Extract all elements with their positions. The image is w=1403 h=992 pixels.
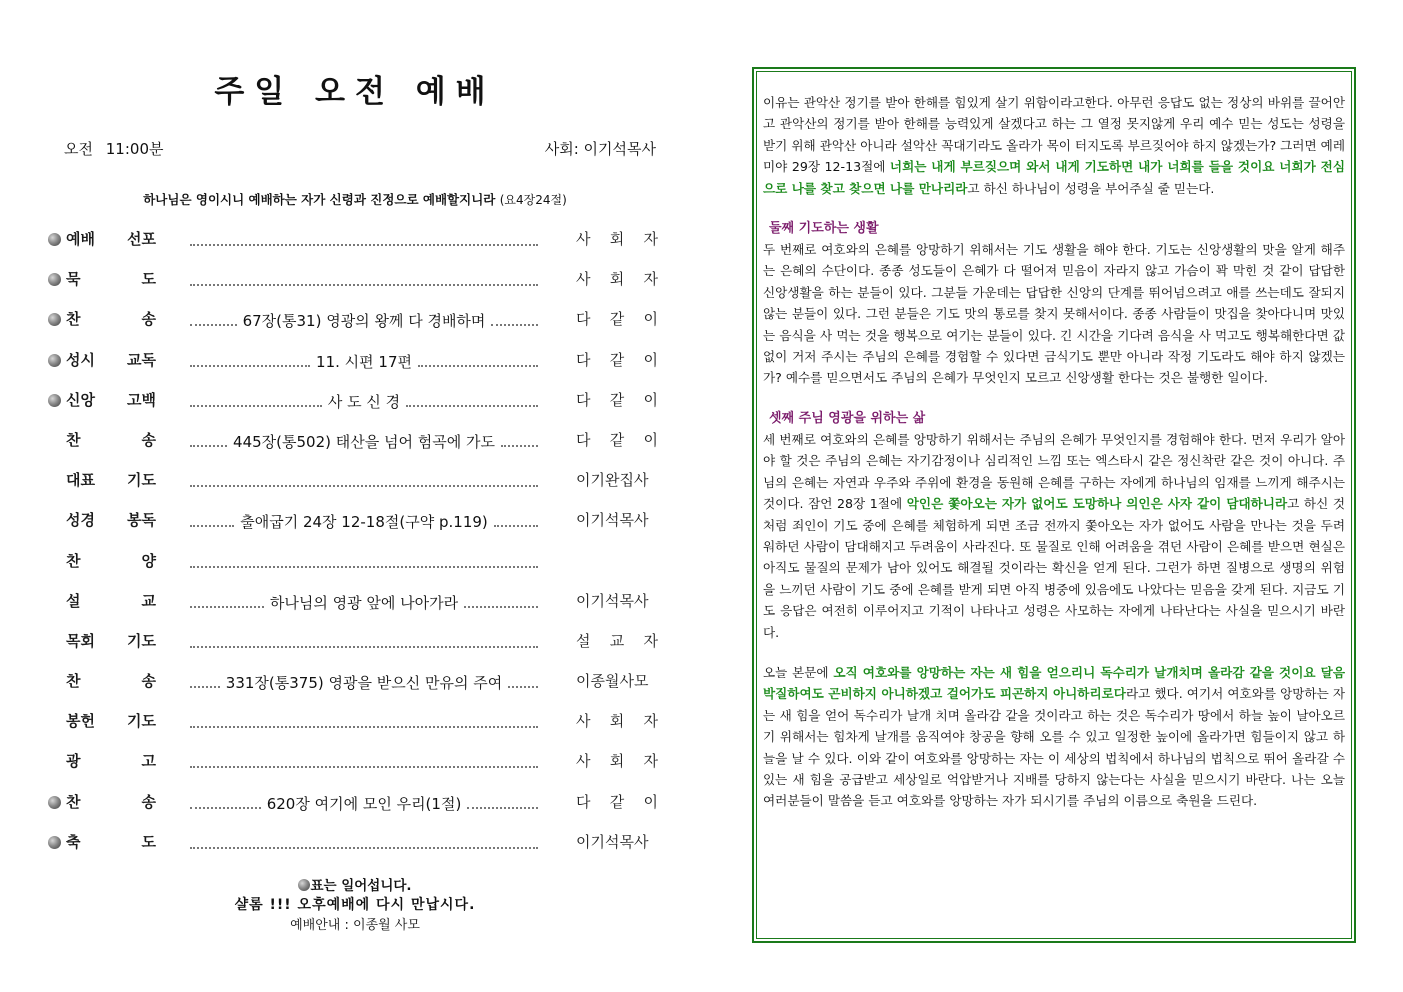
service-item: [40, 782, 670, 822]
leader-char: 설: [576, 631, 591, 650]
item-leader: [576, 630, 658, 651]
host-name: 이기석목사: [583, 140, 656, 158]
leader-char: 이: [643, 350, 658, 369]
text-span: 세 번째로 여호와의 은혜를 앙망하기 위해서는 주님의 은혜가 무엇인지를 경험해야 한다. 먼저 우리가 알아야 할 것은 주님의 은혜는 자기감정이나 심리적인 느낌 또는 엑스타시 같은 정신착란 같은 것이 아니다. 주님의 은혜는 자연과 우주와 주위에 환경을 동원해 은혜를 구하는 자에게 하나님의 임재를 느끼게 해주시는 것이다. 잠언 28장 1절에: [763, 431, 1345, 512]
dot-leader: [190, 270, 538, 286]
item-name: [66, 750, 156, 771]
service-item: [40, 701, 670, 741]
item-name-part: 성경: [66, 511, 95, 530]
dot-leader: [406, 391, 538, 407]
service-item: [40, 741, 670, 781]
stand-bullet-icon: [48, 354, 61, 367]
leader-char: 다: [576, 310, 591, 329]
item-leader-line: [186, 712, 542, 734]
item-name: [66, 268, 156, 289]
leader-char: 자: [643, 752, 658, 771]
item-name: [66, 710, 156, 731]
service-item: [40, 259, 670, 299]
item-name: [66, 791, 156, 812]
leader-char: 다: [576, 430, 591, 449]
item-leader: [576, 750, 658, 771]
item-leader: [576, 831, 658, 852]
stand-bullet-icon: [48, 394, 61, 407]
dot-leader: [494, 511, 538, 527]
section-heading-2: 둘째 기도하는 생활: [769, 221, 879, 237]
service-item: [40, 420, 670, 460]
leader-char: 회: [609, 752, 625, 771]
dot-leader: [190, 672, 220, 688]
scripture-quote: 오직 여호와를 앙망하는 자는 새 힘을 얻으리니 독수리가 날개치며 올라감 같을 것이요 달음박질하여도 곤비하지 아니하겠고 걸어가도 피곤하지 아니하리로다: [763, 664, 1345, 702]
item-leader-line: [186, 511, 542, 533]
service-host: [545, 138, 656, 159]
leader-char: 회: [609, 230, 625, 248]
item-leader-line: [186, 793, 542, 815]
dot-leader: [190, 230, 538, 246]
item-name-part: 찬: [66, 310, 81, 329]
item-leader: [576, 429, 658, 450]
theme-verse: [40, 190, 670, 208]
sermon-box: [752, 67, 1356, 943]
leader-char: 이: [643, 310, 658, 329]
item-leader: [576, 670, 658, 691]
item-name-part: 기도: [127, 471, 156, 490]
item-leader: [576, 469, 658, 490]
dot-leader: [467, 793, 538, 809]
item-name: [66, 509, 156, 530]
dot-leader: [464, 592, 538, 608]
leader-char: 다: [576, 390, 591, 409]
dot-leader: [190, 351, 310, 367]
service-item: [40, 460, 670, 500]
item-content: 출애굽기 24장 12-18절(구약 p.119): [240, 513, 488, 532]
item-name: [66, 308, 156, 329]
item-content: 11. 시편 17편: [316, 352, 412, 371]
dot-leader: [190, 391, 322, 407]
item-name-part: 도: [141, 832, 156, 851]
item-name-part: 기도: [127, 712, 156, 731]
service-item: [40, 380, 670, 420]
item-name-part: 송: [141, 430, 156, 449]
item-leader: [576, 590, 658, 611]
verse-reference: (요4장24절): [499, 193, 567, 207]
leader-name: 이종월사모: [576, 672, 649, 691]
dot-leader: [190, 431, 227, 447]
leader-char: 같: [609, 792, 625, 811]
section-heading-3: 셋째 주님 영광을 위하는 삶: [769, 410, 926, 426]
dot-leader: [190, 752, 538, 768]
leader-char: 사: [576, 712, 591, 731]
item-leader-line: [186, 552, 542, 574]
item-leader-line: [186, 391, 542, 413]
item-name: [66, 630, 156, 651]
dot-leader: [508, 672, 538, 688]
leader-char: 이: [643, 792, 658, 811]
item-name-part: 목회: [66, 631, 95, 650]
item-leader-line: [186, 270, 542, 292]
service-item: [40, 581, 670, 621]
verse-text: 하나님은 영이시니 예배하는 자가 신령과 진정으로 예배할지니라: [143, 192, 496, 207]
service-item: [40, 219, 670, 259]
leader-char: 자: [643, 230, 658, 248]
leader-name: 이기석목사: [576, 511, 649, 530]
item-leader-line: [186, 752, 542, 774]
item-name-part: 도: [141, 270, 156, 289]
item-name-part: 광: [66, 752, 81, 771]
item-leader: [576, 268, 658, 289]
leader-char: 같: [609, 310, 625, 329]
item-content: 하나님의 영광 앞에 나아가라: [269, 593, 459, 612]
host-label: 사회:: [544, 140, 579, 158]
sermon-body: [756, 71, 1352, 939]
item-name-part: 송: [141, 310, 156, 329]
leader-char: 회: [609, 270, 625, 289]
item-name: [66, 469, 156, 490]
item-name-part: 예배: [66, 230, 95, 248]
item-leader: [576, 308, 658, 329]
item-leader-line: [186, 632, 542, 654]
dot-leader: [190, 833, 538, 849]
stand-bullet-icon: [48, 836, 61, 849]
item-name-part: 선포: [127, 230, 156, 248]
item-leader-line: [186, 471, 542, 493]
text-span: 고 하신 것처럼 죄인이 기도 중에 은혜를 체험하게 되면 조금 전까지 쫓아오는 자가 없어도 사람을 만나는 것을 두려워하던 사람이 담대해지고 두려움이 사라진다. 또 물질로 인해 어려움을 겪던 사람이 은혜를 받으면 현실은 아직도 물질의 문제가 남아 있어도 해결될 것이라는 확신을 얻게 된다. 그런가 하면 질병으로 생명의 위험을 느끼던 사람이 기도 중에 은혜를 받게 되면 아직 병중에 있음에도 나았다는 믿음을 갖게 된다. 지금도 기도 응답은 여전히 이루어지고 기적이 나타나고 성령은 사모하는 자에게 나타난다는 사실을 믿으시기 바란다.: [763, 496, 1345, 640]
item-name-part: 기도: [127, 631, 156, 650]
time-value: 11:00분: [105, 140, 164, 158]
item-content: 67장(통31) 영광의 왕께 다 경배하며: [242, 312, 486, 331]
item-leader-line: [186, 833, 542, 855]
service-item: [40, 500, 670, 540]
leader-char: 이: [643, 390, 658, 409]
dot-leader: [501, 431, 538, 447]
item-leader: [576, 509, 658, 530]
stand-notice-text: 표는 일어섭니다.: [310, 878, 412, 894]
leader-char: 사: [576, 270, 591, 289]
service-item: [40, 621, 670, 661]
item-name-part: 대표: [66, 471, 95, 490]
sermon-paragraph-1: [763, 92, 1345, 199]
item-name-part: 묵: [66, 270, 81, 289]
leader-char: 같: [609, 390, 625, 409]
item-name: [66, 389, 156, 410]
sermon-paragraph-2: 두 번째로 여호와의 은혜를 앙망하기 위해서는 기도 생활을 해야 한다. 기도는 신앙생활의 맛을 알게 해주는 은혜의 수단이다. 종종 성도들이 은혜가 다 떨어져 믿음이 자라지 않고 가슴이 꽉 막힌 것 같이 답답한 신앙생활을 하는 분들이 있다. 그분들 가운데는 답답한 신앙의 단계를 뛰어넘으려고 애를 쓰는데도 잘되지 않는 분들이 있다. 그런 분들은 기도 맛의 통로를 찾지 못해서이다. 종종 사람들이 맛집을 찾아다니며 맛있는 음식을 사 먹는 것을 행복으로 여기는 분들이 있다. 긴 시간을 기다려 음식을 사 먹고도 행복해한다면 값없이 거저 주시는 주님의 은혜를 경험할 수 있다면 금식기도 뿐만 아니라 작정 기도라도 해야 하지 않겠는가? 예수를 믿으면서도 주님의 은혜가 무엇인지 모르고 신앙생활 한다는 것은 불행한 일이다.: [763, 242, 1345, 386]
item-name: [66, 550, 156, 571]
item-name: [66, 670, 156, 691]
item-leader-line: [186, 310, 542, 332]
leader-char: 자: [643, 712, 658, 731]
text-span: 이유는 관악산 정기를 받아 한해를 힘있게 살기 위함이라고한다. 아무런 응답도 없는 정상의 바위를 끌어안고 관악산의 정기를 받아 한해를 능력있게 살겠다고 하는 그 열정 못지않게 우리 예수 믿는 성도는 성령을 받기 위해 관악산 아니라 설악산 꼭대기라도 올라가 목이 터지도록 부르짖어야 하지 않겠는가? 그러면 예레미야 29장 12-13절에: [763, 95, 1345, 175]
item-name-part: 고백: [127, 390, 156, 409]
item-name-part: 봉독: [127, 511, 156, 530]
stand-bullet-icon: [48, 233, 61, 246]
leader-char: 사: [576, 230, 591, 248]
leader-char: 같: [609, 350, 625, 369]
leader-name: 이기완집사: [576, 471, 649, 490]
leader-char: 회: [609, 712, 625, 731]
item-leader-line: [186, 672, 542, 694]
text-span: 오늘 본문에: [763, 664, 834, 680]
dot-leader: [190, 793, 261, 809]
text-span: 라고 했다. 여기서 여호와를 앙망하는 자는 새 힘을 얻어 독수리가 날개 치며 올라감 같을 것이라고 하는 것은 독수리가 땅에서 하늘 높이 날아오르기 위해서는 힘차게 날개를 움직여야 창공을 향해 오를 수 있고 일정한 높이에 올라가면 힘들이지 않고 하늘을 날 수 있다. 이와 같이 여호와를 앙망하는 자는 이 세상의 법칙에서 하나님의 법칙으로 뛰어 올라갈 수 있는 새 힘을 공급받고 세상일로 억압받거나 지배를 당하지 않는다는 사실을 믿으시기 바란다. 나는 오늘 여러분들이 말씀을 듣고 여호와를 앙망하는 자가 되시기를 주님의 이름으로 축원을 드린다.: [763, 686, 1346, 809]
dot-leader: [190, 552, 538, 568]
item-name-part: 설: [66, 591, 81, 610]
scripture-quote: 악인은 쫓아오는 자가 없어도 도망하나 의인은 사자 같이 담대하니라: [906, 496, 1288, 512]
item-leader: [576, 791, 658, 812]
item-leader: [576, 228, 658, 249]
dot-leader: [190, 310, 237, 326]
leader-char: 다: [576, 792, 591, 811]
item-name-part: 성시: [66, 350, 95, 369]
item-content: 620장 여기에 모인 우리(1절): [266, 794, 462, 813]
dot-leader: [190, 471, 538, 487]
text-span: 고 하신 하나님이 성령을 부어주실 줄 믿는다.: [967, 180, 1215, 196]
item-name-part: 찬: [66, 430, 81, 449]
leader-char: 자: [643, 631, 658, 650]
dot-leader: [190, 632, 538, 648]
dot-leader: [190, 511, 234, 527]
stand-bullet-icon: [48, 313, 61, 326]
service-item: [40, 340, 670, 380]
item-name-part: 고: [141, 752, 156, 771]
item-name: [66, 831, 156, 852]
service-item: [40, 822, 670, 862]
item-leader-line: [186, 431, 542, 453]
item-name: [66, 349, 156, 370]
item-name: [66, 590, 156, 611]
stand-bullet-icon: [298, 879, 310, 891]
item-leader-line: [186, 230, 542, 252]
item-name-part: 찬: [66, 672, 81, 691]
page-title: 주일 오전 예배: [214, 74, 496, 110]
service-item: [40, 541, 670, 581]
service-item: [40, 661, 670, 701]
item-name-part: 신앙: [66, 390, 95, 409]
item-name-part: 축: [66, 832, 81, 851]
leader-name: 이기석목사: [576, 591, 649, 610]
sermon-paragraph-4: [763, 662, 1345, 812]
service-item: [40, 299, 670, 339]
item-leader: [576, 389, 658, 410]
scripture-quote: 너희는 내게 부르짖으며 와서 내게 기도하면 내가 너희를 들을 것이요 너희가 전심으로 나를 찾고 찾으면 나를 만나리라: [763, 159, 1345, 196]
item-content: 사 도 신 경: [327, 392, 401, 411]
item-name-part: 봉헌: [66, 712, 95, 731]
leader-char: 자: [643, 270, 658, 289]
item-leader: [576, 710, 658, 731]
leader-char: 다: [576, 350, 591, 369]
stand-notice: [40, 874, 670, 894]
leader-char: 이: [643, 430, 658, 449]
item-name-part: 송: [141, 672, 156, 691]
item-content: 331장(통375) 영광을 받으신 만유의 주여: [225, 674, 503, 693]
worship-program: [40, 62, 670, 942]
dot-leader: [491, 310, 538, 326]
stand-bullet-icon: [48, 273, 61, 286]
item-name-part: 찬: [66, 792, 81, 811]
item-leader-line: [186, 592, 542, 614]
dot-leader: [190, 592, 264, 608]
sermon-paragraph-3: [763, 429, 1345, 643]
shalom-message: 샬롬 !!! 오후예배에 다시 만납시다.: [234, 897, 476, 913]
item-leader: [576, 349, 658, 370]
leader-char: 같: [609, 430, 625, 449]
item-name-part: 교독: [127, 350, 156, 369]
order-of-service: [40, 219, 670, 862]
item-content: 445장(통502) 태산을 넘어 험곡에 가도: [233, 432, 495, 451]
item-name-part: 양: [141, 551, 156, 570]
item-name-part: 찬: [66, 551, 81, 570]
item-name-part: 교: [141, 591, 156, 610]
stand-bullet-icon: [48, 796, 61, 809]
dot-leader: [190, 712, 538, 728]
dot-leader: [418, 351, 538, 367]
item-name-part: 송: [141, 792, 156, 811]
leader-char: 교: [609, 631, 625, 650]
leader-char: 사: [576, 752, 591, 771]
service-guide: 예배안내 : 이종월 사모: [290, 918, 420, 933]
item-leader-line: [186, 351, 542, 373]
item-name: [66, 228, 156, 249]
time-label: 오전: [64, 140, 93, 158]
service-time: [64, 138, 163, 159]
paragraph-gap: [763, 643, 1345, 662]
item-name: [66, 429, 156, 450]
leader-name: 이기석목사: [576, 832, 649, 851]
